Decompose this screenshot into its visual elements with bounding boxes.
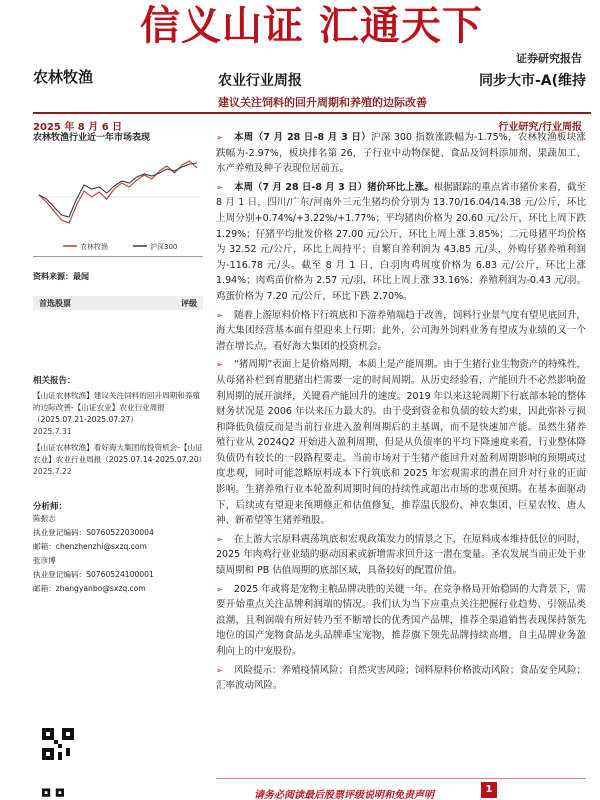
- paragraph-text: “猪周期”表面上是价格周期，本质上是产能周期。由于生猪行业生物资产的特殊性，从母猪补栏到育肥猪出栏需要一定的时间周期。从历史经验看，产能回升不必然影响盈利周期的展开演绎，关键看产能回升的速度。2019 年以来这轮周期下行底部本轮的整体财务状况是 2006 年以来压力最大的。由于受到资金和负债的较大约束，因此弥补亏损和降低负债反而是当前行业进入盈利周期后的主基调，而不是快速加产能。虽然生猪养殖行业从 2024Q2 开始进入盈利周期，但是从负债率的平均下降速度来看，行业整体降负债仍有较长的一段路程要走。当前市场对于生猪产能回升对盈利周期影响的预期或过度悲观，同时可能忽略原料成本下行筑底和 2025 年宏观需求的潜在回升对行业的正面影响。生猪养殖行业本轮盈利周期时间的持续性或超出市场的悲观预期。在基本面驱动下，后续或有望迎来预期修正和估值修复，推荐温氏股份、神农集团、巨星农牧、唐人神、新希望等生猪养殖股。: [216, 359, 586, 527]
- paragraph-text: 风险提示：养殖疫情风险；自然灾害风险；饲料原料价格波动风险；食品安全风险；汇率波动风险。: [216, 664, 586, 692]
- report-subtitle: 建议关注饲料的回升周期和养殖的边际改善: [218, 96, 427, 109]
- analyst-cert: 执业登记编码：S0760524100001: [33, 570, 154, 579]
- picks-rating-label: 评级: [181, 298, 197, 308]
- triangle-bullet-icon: ➢: [216, 665, 223, 675]
- triangle-bullet-icon: ➢: [216, 534, 223, 544]
- paragraph-text: 根据跟踪的重点省市猪价来看，截至 8 月 1 日，四川/广东/河南外三元生猪均价分别为 13.70/16.04/14.38 元/公斤，环比上周分别+0.74%/+3.22%/+1.77%；平均猪肉价格为 20.60 元/公斤，环比上周下跌 1.29%；仔猪平均批发价格 27.00 元/公斤，环比上周上涨 3.85%；二元母猪平均价格为 32.52 元/公斤，环比上周持平；自繁自养利润为 43.85 元/头，外购仔猪养殖利润为-116.78 元/头。截至 8 月 1 日，白羽肉鸡周度价格为 6.83 元/公斤，环比上涨 1.94%；肉鸡苗价格为 2.57 元/羽，环比上周上涨 33.16%；养殖利润为-0.43 元/羽。鸡蛋价格为 7.20 元/公斤，环比下跌 2.70%。: [216, 181, 586, 302]
- chart-heading: 农林牧渔行业近一年市场表现: [33, 133, 151, 143]
- chart-source: 资料来源：最闻: [33, 272, 89, 281]
- paragraph-text: 沪深 300 指数涨跌幅为-1.75%，农林牧渔板块涨跌幅为-2.97%，板块排名第 26，子行业中动物保健、食品及饲料添加剂、果蔬加工、水产养殖及种子表现位居前五。: [216, 132, 587, 175]
- analyst-name: 张彦博: [33, 556, 56, 565]
- related-report-text: 【山证农林牧渔】看好海大集团的投资机会-【山证农业】农业行业周报（2025.07.14-2025.07.20）: [33, 443, 207, 464]
- analyst-name: 陈振志: [33, 514, 56, 523]
- industry-rating: 同步大市-A(维持: [478, 73, 586, 89]
- header-divider: [33, 112, 591, 114]
- legend-label-0: 农林牧渔: [80, 243, 108, 251]
- page-number: 1: [481, 782, 497, 798]
- chart-svg: [33, 147, 203, 257]
- header-slogan-logo: 信义山证 汇通天下: [140, 2, 483, 49]
- related-report-item[interactable]: [33, 442, 207, 478]
- related-reports-title: 相关报告：: [33, 376, 76, 386]
- analyst-email[interactable]: 邮箱：chenzhenzhi@sxzq.com: [33, 542, 147, 551]
- picks-label: 首选股票: [39, 298, 71, 308]
- report-date: 2025 年 8 月 6 日: [33, 122, 123, 133]
- body-paragraph: [216, 357, 586, 529]
- market-performance-chart: [33, 147, 203, 257]
- report-type: 证券研究报告: [516, 52, 582, 65]
- paragraph-text: 在上游大宗原料震荡筑底和宏观政策发力的情景之下，在原料成本维持低位的同时，2025 年肉鸡行业业绩的驱动因素或新增需求回升这一潜在变量。圣农发展当前正处于业绩周期和 PB 估值周期的底部区域，具备较好的配置价值。: [216, 533, 586, 577]
- analysts-title: 分析师：: [33, 502, 68, 512]
- analyst-cert: 执业登记编码：S0760522030004: [33, 528, 154, 537]
- risk-paragraph: [216, 663, 586, 694]
- triangle-bullet-icon: ➢: [216, 310, 223, 320]
- body-paragraph: [216, 308, 586, 355]
- body-paragraph: [216, 582, 586, 660]
- disclaimer-note: 请务必阅读最后股票评级说明和免责声明: [254, 790, 434, 800]
- triangle-bullet-icon: ➢: [216, 584, 223, 594]
- left-sidebar: [33, 130, 207, 596]
- paragraph-lead: 本周（7 月 28 日-8 月 3 日）: [234, 132, 371, 143]
- report-body: [216, 130, 586, 697]
- related-report-date: 2025.7.31: [33, 427, 72, 436]
- footer-divider: [216, 778, 586, 779]
- paragraph-text: 随着上游原料价格下行筑底和下游养殖端趋于改善，饲料行业景气度有望见底回升，海大集团经营基本面有望迎来上行期；此外，公司海外饲料业务有望成为业绩的又一个潜在增长点，看好海大集团的投资机会。: [216, 309, 586, 352]
- sector-label: 农林牧渔: [33, 68, 94, 86]
- triangle-bullet-icon: ➢: [216, 360, 223, 370]
- legend-label-1: 沪深300: [150, 243, 178, 251]
- related-report-date: 2025.7.22: [33, 467, 72, 476]
- triangle-bullet-icon: ➢: [216, 133, 223, 142]
- report-series: 行业研究/行业周报: [498, 122, 582, 133]
- paragraph-lead: 本周（7 月 28 日-8 月 3 日）猪价环比上涨。: [234, 181, 434, 193]
- body-paragraph: [216, 130, 586, 177]
- analyst-email[interactable]: 邮箱：zhangyanbo@sxzq.com: [33, 584, 146, 593]
- body-paragraph: [216, 532, 586, 579]
- report-title: 农业行业周报: [218, 73, 302, 89]
- picks-header: [33, 296, 203, 310]
- qr-code-icon: [42, 788, 64, 800]
- body-paragraph: [216, 180, 586, 305]
- related-report-text: 【山证农林牧渔】建议关注饲料的回升周期和养殖的边际改善-【山证农业】农业行业周报（2025.07.21-2025.07.27）: [33, 391, 201, 424]
- paragraph-text: 2025 年或将是宠物主粮品牌决胜的关键一年。在竞争格局开始稳固的大背景下，需要开始重点关注品牌利润端的情况。我们认为当下应重点关注把握行业趋势、引领品类浪潮，且利润端有所好转乃至不断增长的优秀国产品牌，推荐全渠道销售表现保持领先地位的国产宠物食品龙头品牌乖宝宠物，推荐旗下领先品牌持续高增，自主品牌业务盈利向上的中宠股份。: [216, 583, 586, 657]
- triangle-bullet-icon: ➢: [216, 182, 223, 192]
- qr-code-icon: [42, 728, 74, 760]
- related-report-item[interactable]: [33, 390, 203, 438]
- series-line-1: [39, 163, 197, 217]
